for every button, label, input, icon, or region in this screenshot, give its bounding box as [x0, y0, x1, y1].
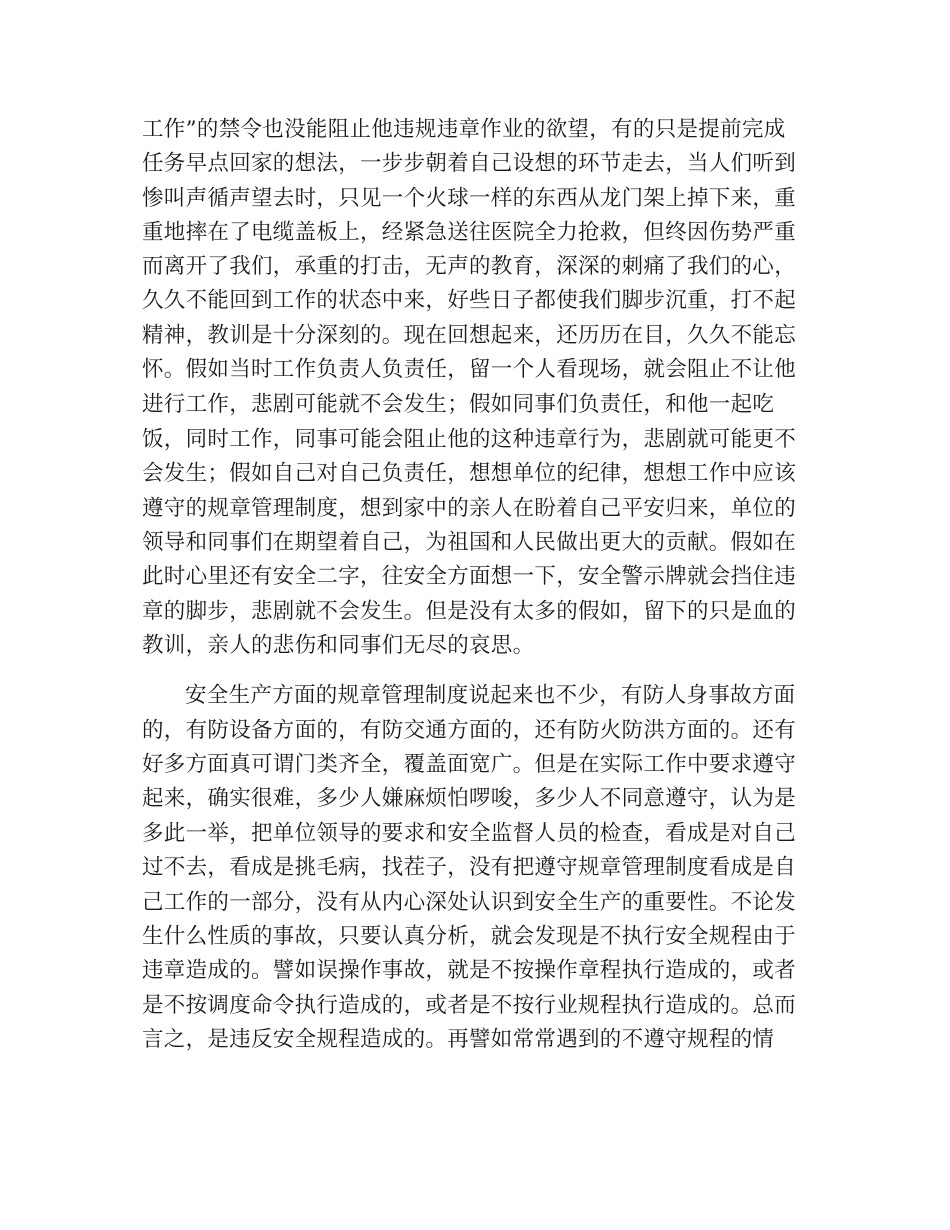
text-line: 会发生；假如自己对自己负责任，想想单位的纪律，想想工作中应该 — [142, 461, 797, 486]
text-line: 此时心里还有安全二字，往安全方面想一下，安全警示牌就会挡住违 — [142, 564, 797, 589]
text-line: 己工作的一部分，没有从内心深处认识到安全生产的重要性。不论发 — [142, 890, 797, 915]
text-line: 惨叫声循声望去时，只见一个火球一样的东西从龙门架上掉下来，重 — [142, 186, 797, 211]
text-line: 违章造成的。譬如误操作事故，就是不按操作章程执行造成的，或者 — [142, 958, 797, 983]
text-line: 精神，教训是十分深刻的。现在回想起来，还历历在目，久久不能忘 — [142, 323, 797, 348]
text-line: 教训，亲人的悲伤和同事们无尽的哀思。 — [142, 633, 535, 658]
text-line: 工作”的禁令也没能阻止他违规违章作业的欲望，有的只是提前完成 — [142, 117, 786, 142]
text-line: 饭，同时工作，同事可能会阻止他的这种违章行为，悲剧就可能更不 — [142, 427, 797, 452]
text-line: 而离开了我们，承重的打击，无声的教育，深深的刺痛了我们的心， — [142, 254, 797, 279]
text-line: 过不去，看成是挑毛病，找茬子，没有把遵守规章管理制度看成是自 — [142, 855, 797, 880]
text-line: 章的脚步，悲剧就不会发生。但是没有太多的假如，留下的只是血的 — [142, 599, 797, 624]
text-line: 重地摔在了电缆盖板上，经紧急送往医院全力抢救，但终因伤势严重 — [142, 220, 797, 245]
text-line: 领导和同事们在期望着自己，为祖国和人民做出更大的贡献。假如在 — [142, 530, 797, 555]
text-line: 任务早点回家的想法，一步步朝着自己设想的环节走去，当人们听到 — [142, 151, 797, 176]
text-line: 言之，是违反安全规程造成的。再譬如常常遇到的不遵守规程的情 — [142, 1027, 775, 1052]
text-line: 遵守的规章管理制度，想到家中的亲人在盼着自己平安归来，单位的 — [142, 496, 797, 521]
text-line: 多此一举，把单位领导的要求和安全监督人员的检查，看成是对自己 — [142, 821, 797, 846]
text-line: 好多方面真可谓门类齐全，覆盖面宽广。但是在实际工作中要求遵守 — [142, 752, 797, 777]
text-line: 的，有防设备方面的，有防交通方面的，还有防火防洪方面的。还有 — [142, 718, 797, 743]
text-line: 久久不能回到工作的状态中来，好些日子都使我们脚步沉重，打不起 — [142, 288, 797, 313]
text-line: 安全生产方面的规章管理制度说起来也不少，有防人身事故方面 — [185, 683, 796, 708]
text-line: 生什么性质的事故，只要认真分析，就会发现是不执行安全规程由于 — [142, 924, 797, 949]
text-line: 起来，确实很难，多少人嫌麻烦怕啰唆，多少人不同意遵守，认为是 — [142, 786, 797, 811]
text-line: 进行工作，悲剧可能就不会发生；假如同事们负责任，和他一起吃 — [142, 392, 775, 417]
text-line: 是不按调度命令执行造成的，或者是不按行业规程执行造成的。总而 — [142, 993, 797, 1018]
text-line: 怀。假如当时工作负责人负责任，留一个人看现场，就会阻止不让他 — [142, 357, 797, 382]
